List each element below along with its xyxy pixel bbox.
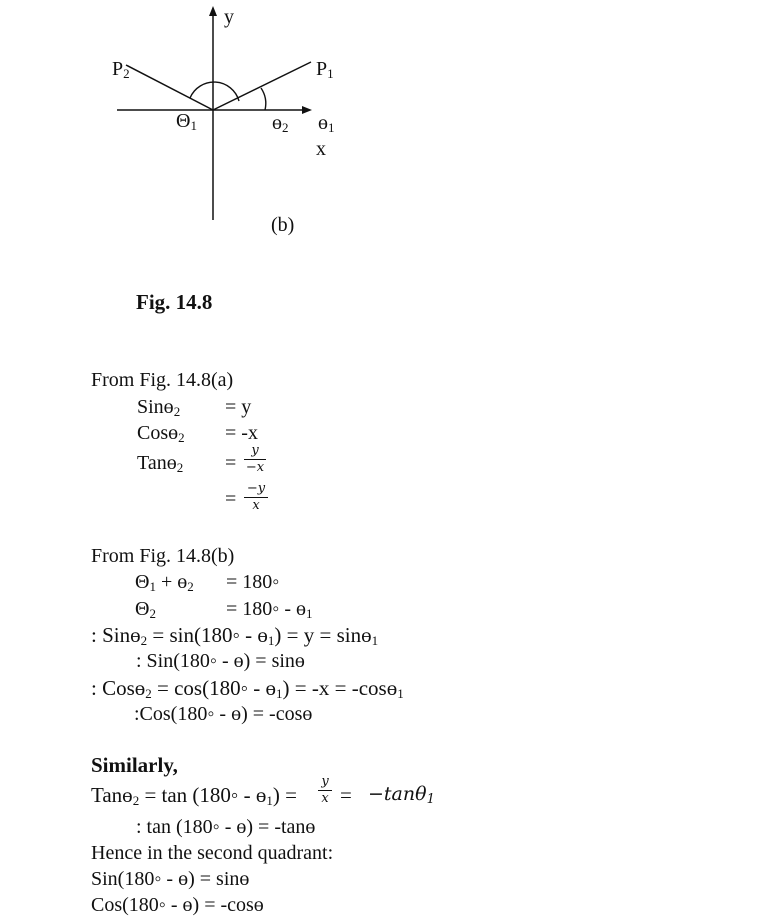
cos-identity: :Cos(180◦ - ɵ) = -cosɵ xyxy=(134,703,313,725)
theta2-lhs: $\Theta_2$ xyxy=(135,598,156,621)
tan-equals: = xyxy=(340,783,352,807)
p1-label: $P_1$ xyxy=(316,58,334,81)
second-quadrant-text: Hence in the second quadrant: xyxy=(91,842,334,864)
neg-tan-theta1: −tanθ$_1$ xyxy=(368,783,435,807)
p2-label: $P_2$ xyxy=(112,58,130,81)
cos-theta2-label: Cosɵ$_2$ xyxy=(137,422,185,445)
cos-theta2-value: = -x xyxy=(225,422,258,444)
y-axis-label: y xyxy=(224,6,234,28)
second-quadrant-cos: Cos(180◦ - ɵ) = -cosɵ xyxy=(91,894,264,916)
second-quadrant-sin: Sin(180◦ - ɵ) = sinɵ xyxy=(91,868,250,890)
tan-identity: : tan (180◦ - ɵ) = -tanɵ xyxy=(136,816,316,838)
ray-p2 xyxy=(126,65,213,110)
x-axis-arrow xyxy=(302,106,312,114)
sin-theta2-value: = y xyxy=(225,396,252,418)
figure-caption: Fig. 14.8 xyxy=(136,290,213,314)
cos-derivation: : Cosɵ$_2$ = cos(180◦ - ɵ$_1$) = -x = -cosɵ$_1$ xyxy=(91,676,404,701)
section-b-heading: From Fig. 14.8(b) xyxy=(91,545,235,567)
x-axis-label: x xyxy=(316,138,326,160)
angle-arc-theta1 xyxy=(190,82,239,101)
angle-sum-lhs: $\Theta_1$ + ɵ$_2$ xyxy=(135,571,194,594)
y-axis-arrow xyxy=(209,6,217,16)
theta2-rhs: = 180◦ - ɵ$_1$ xyxy=(226,598,313,621)
angle-arc-theta2 xyxy=(261,88,266,110)
tan-theta2-label: Tanɵ$_2$ xyxy=(137,452,184,475)
tan-fraction-2: −y x xyxy=(244,482,268,513)
angle-sum-rhs: = 180◦ xyxy=(226,571,280,593)
theta1-left-label: $\Theta_1$ xyxy=(176,110,197,133)
sin-derivation: : Sinɵ$_2$ = sin(180◦ - ɵ$_1$) = y = sinɵ$_1$ xyxy=(91,623,379,648)
sin-theta2-label: Sinɵ$_2$ xyxy=(137,396,181,419)
tan-theta2-equals-2: = xyxy=(225,488,237,510)
tan-derivation: Tanɵ$_2$ = tan (180◦ - ɵ$_1$) = xyxy=(91,783,297,808)
theta2-label: ɵ$_2$ xyxy=(272,112,289,135)
tan-theta2-equals: = xyxy=(225,452,237,474)
tan-y-over-x: y x xyxy=(318,775,332,806)
section-a-heading: From Fig. 14.8(a) xyxy=(91,369,234,391)
panel-label: (b) xyxy=(271,214,295,236)
theta1-right-label: ɵ$_1$ xyxy=(318,112,335,135)
similarly-heading: Similarly, xyxy=(91,753,178,777)
tan-fraction-1: y −x xyxy=(245,443,265,475)
figure-14-8b xyxy=(0,0,768,330)
sin-identity: : Sin(180◦ - ɵ) = sinɵ xyxy=(136,650,305,672)
